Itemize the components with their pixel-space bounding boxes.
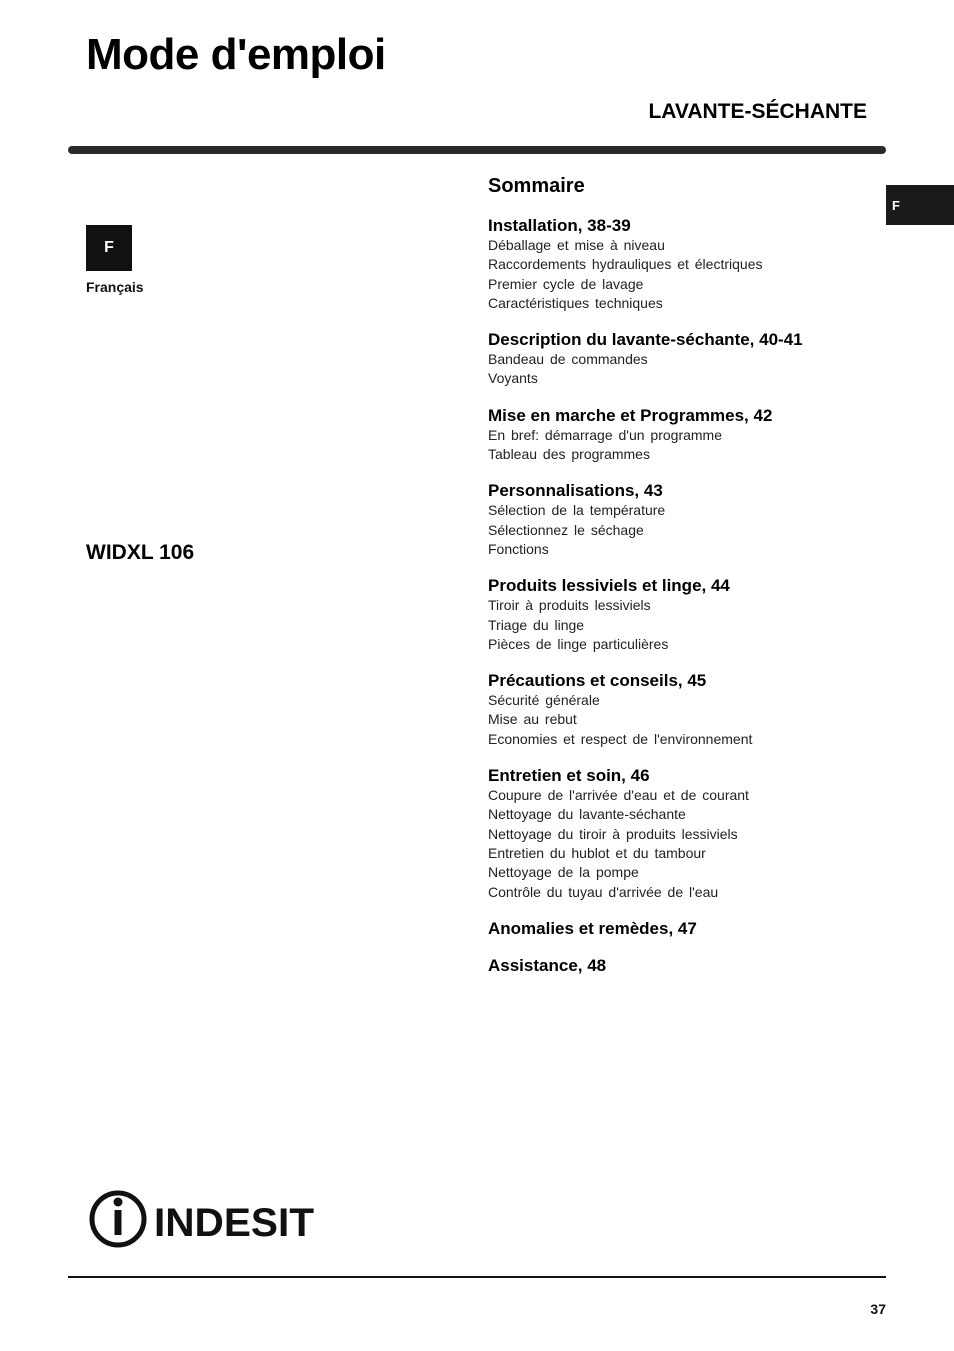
toc-section xyxy=(488,480,888,559)
toc-section xyxy=(488,405,888,465)
toc-section-title: Description du lavante-séchante, 40-41 xyxy=(488,330,803,350)
toc-item: En bref: démarrage d'un programme xyxy=(488,426,723,443)
toc-item: Caractéristiques techniques xyxy=(488,294,663,311)
top-divider xyxy=(68,146,886,154)
toc-item: Nettoyage de la pompe xyxy=(488,864,639,881)
toc-item: Pièces de linge particulières xyxy=(488,635,669,652)
toc-item: Coupure de l'arrivée d'eau et de courant xyxy=(488,787,749,804)
toc-section-title: Assistance, 48 xyxy=(488,955,607,975)
toc-section-list xyxy=(488,215,888,976)
brand-logo-icon xyxy=(86,1186,318,1250)
toc-item: Voyants xyxy=(488,370,538,387)
toc-section-title: Produits lessiviels et linge, 44 xyxy=(488,576,730,596)
toc-heading: Sommaire xyxy=(488,175,585,197)
model-number: WIDXL 106 xyxy=(86,541,195,564)
toc-section-title: Précautions et conseils, 45 xyxy=(488,671,707,691)
toc-section xyxy=(488,765,888,902)
toc-section xyxy=(488,955,888,976)
toc-item: Mise au rebut xyxy=(488,711,577,728)
brand-name: INDESIT xyxy=(154,1201,314,1245)
toc-section-title: Entretien et soin, 46 xyxy=(488,766,650,786)
indesit-logo xyxy=(86,1186,318,1250)
toc-item: Tiroir à produits lessiviels xyxy=(488,597,651,614)
toc-section xyxy=(488,329,888,389)
toc-item: Nettoyage du tiroir à produits lessiviels xyxy=(488,825,738,842)
toc-item: Sélection de la température xyxy=(488,502,666,519)
toc-item: Déballage et mise à niveau xyxy=(488,237,665,253)
toc-item: Sélectionnez le séchage xyxy=(488,521,644,538)
toc-section-title: Anomalies et remèdes, 47 xyxy=(488,918,697,938)
toc-item: Entretien du hublot et du tambour xyxy=(488,844,706,861)
toc-section-title: Mise en marche et Programmes, 42 xyxy=(488,405,773,425)
toc-section xyxy=(488,918,888,939)
page-number: 37 xyxy=(870,1301,886,1317)
toc-section-title: Installation, 38-39 xyxy=(488,216,631,235)
toc-section xyxy=(488,670,888,749)
table-of-contents xyxy=(488,175,888,992)
toc-item: Sécurité générale xyxy=(488,692,600,709)
toc-section xyxy=(488,575,888,654)
bottom-divider xyxy=(68,1276,886,1278)
page-title: Mode d'emploi xyxy=(86,30,386,79)
toc-item: Nettoyage du lavante-séchante xyxy=(488,806,686,823)
product-type: LAVANTE-SÉCHANTE xyxy=(648,100,867,123)
toc-item: Premier cycle de lavage xyxy=(488,275,644,292)
toc-section xyxy=(488,215,888,313)
toc-item: Raccordements hydrauliques et électriques xyxy=(488,256,763,273)
language-side-tab: F xyxy=(886,185,954,225)
toc-item: Triage du linge xyxy=(488,616,585,633)
toc-item: Economies et respect de l'environnement xyxy=(488,730,753,747)
toc-item: Tableau des programmes xyxy=(488,446,650,463)
toc-item: Contrôle du tuyau d'arrivée de l'eau xyxy=(488,883,719,900)
language-label: Français xyxy=(86,279,144,295)
toc-item: Fonctions xyxy=(488,540,549,557)
language-badge: F xyxy=(86,225,132,271)
toc-item: Bandeau de commandes xyxy=(488,351,648,368)
toc-section-title: Personnalisations, 43 xyxy=(488,481,663,501)
